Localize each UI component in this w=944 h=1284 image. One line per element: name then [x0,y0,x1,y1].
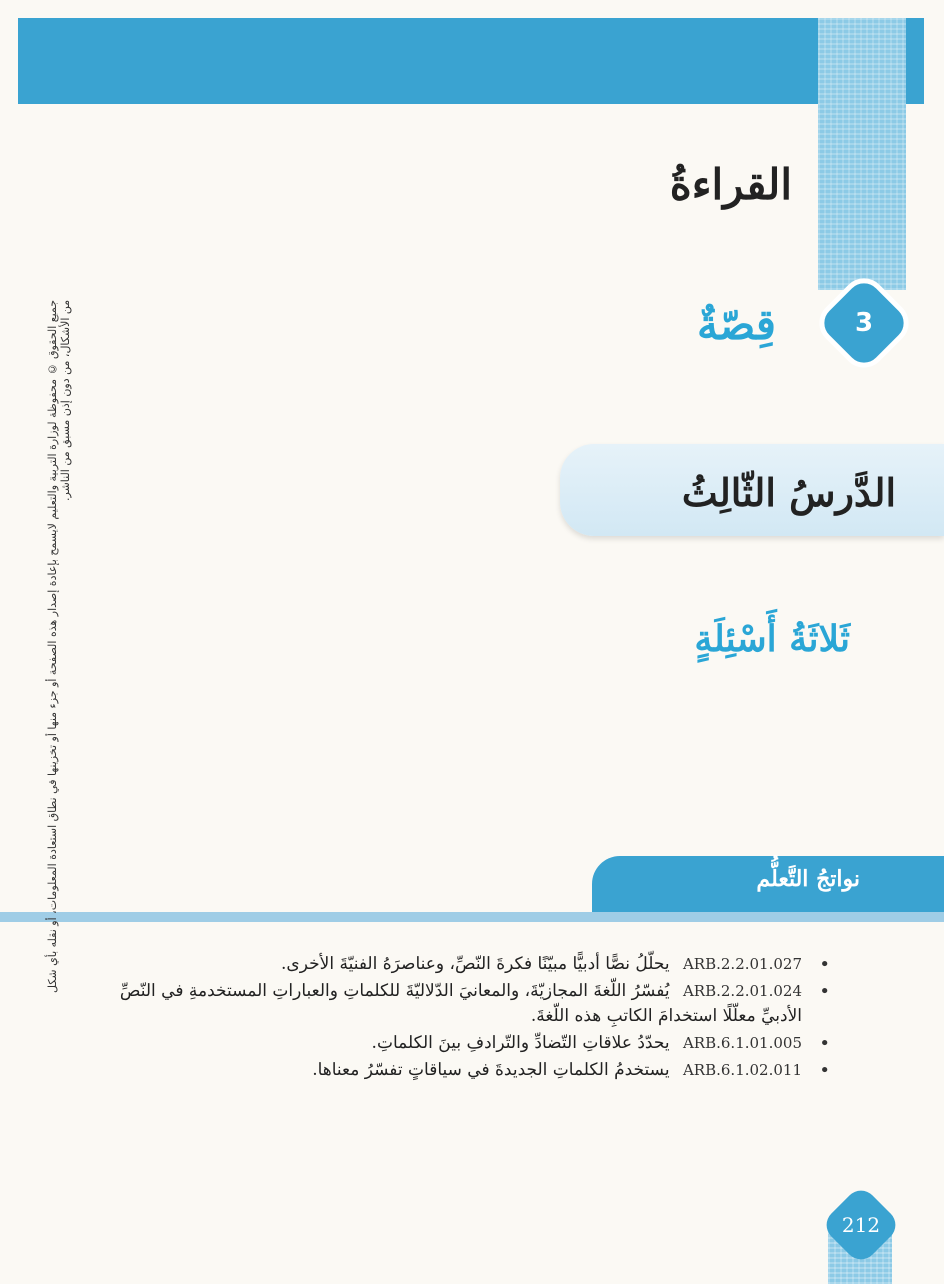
outcome-code: ARB.2.2.01.024 [682,982,802,1000]
divider-line [0,912,944,922]
outcome-item [110,979,830,1029]
outcomes-list [110,952,830,1085]
outcome-text: يحدّدُ علاقاتِ التّضادِّ والتّرادفِ بينَ الكلماتِ. [371,1033,670,1053]
outcome-text: يُفسّرُ اللّغةَ المجازيّةَ، والمعانيَ الدّلاليّةَ للكلماتِ والعباراتِ المستخدمةِ في النّصِّ الأدبيِّ معلّلًا استخدامَ الكاتبِ هذه اللّغةَ. [119,981,802,1026]
outcome-item [110,952,830,977]
outcome-code: ARB.6.1.02.011 [682,1061,802,1079]
outcome-code: ARB.2.2.01.027 [682,955,802,973]
page-number: 212 [841,1213,881,1237]
header-texture-strip [818,18,906,290]
story-title: ثَلاثَةُ أَسْئِلَةٍ [694,618,850,660]
outcome-item [110,1031,830,1056]
copyright-notice: جميع الحقوق © محفوظة لوزارة التربية والتعليم لايسمح بإعادة إصدار هذه الصفحة أو جزء منها أو تخزينها في نطاق استعادة المعلومات، أو نقله بأي شكل من الأشكال، من دون إذن مسبق من الناشر. [46,300,72,994]
bullet-icon: • [819,954,830,975]
outcome-code: ARB.6.1.01.005 [682,1034,802,1052]
section-title: القراءةُ [669,160,792,209]
header-band [18,18,924,104]
header-edge [906,18,924,104]
bullet-icon: • [819,981,830,1002]
outcome-text: يحلّلُ نصًّا أدبيًّا مبيّنًا فكرةَ النّصِّ، وعناصرَهُ الفنيّةَ الأخرى. [281,954,670,974]
outcome-text: يستخدمُ الكلماتِ الجديدةَ في سياقاتٍ تفسّرُ معناها. [312,1060,670,1080]
lesson-title: الدَّرسُ الثّالِثُ [681,470,896,515]
bullet-icon: • [819,1060,830,1081]
unit-title: قِصّةٌ [696,300,776,349]
unit-number: 3 [854,308,874,338]
bullet-icon: • [819,1033,830,1054]
outcome-item [110,1058,830,1083]
outcomes-heading: نواتجُ التَّعلُّم [756,866,860,892]
